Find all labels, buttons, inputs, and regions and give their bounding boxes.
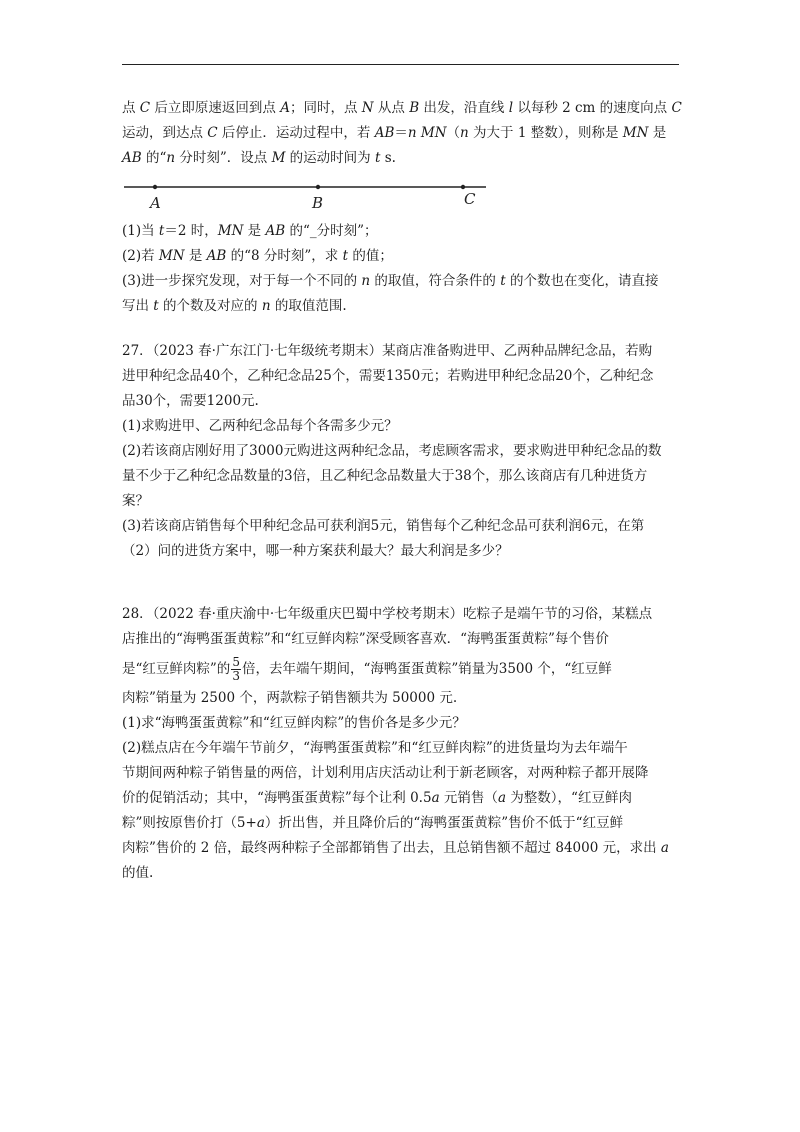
point-c-dot <box>461 185 465 189</box>
p27-q2-line2: 量不少于乙种纪念品数量的3倍，且乙种纪念品数量大于38个，那么该商店有几种进货方 <box>122 468 648 484</box>
p28-q2-line4: 粽”则按原售价打（5+a）折出售，并且降价后的“海鸭蛋蛋黄粽”售价不低于“红豆鲜 <box>122 815 624 831</box>
page-content <box>122 96 687 886</box>
p28-q2-line5: 肉粽”售价的 2 倍，最终两种粽子全部都销售了出去，且总销售额不超过 84000 元，求出 a <box>122 840 669 856</box>
p28-q2-line2: 节期间两种粽子销售量的两倍，计划利用店庆活动让利于新老顾客，对两种粽子都开展降 <box>122 765 649 781</box>
point-a-label: A <box>150 194 161 212</box>
p26-q2: (2)若 MN 是 AB 的“8 分时刻”，求 t 的值； <box>122 248 393 264</box>
p26-q3-line1: (3)进一步探究发现，对于每一个不同的 n 的取值，符合条件的 t 的个数也在变化，请直接 <box>122 273 659 289</box>
p28-q1: (1)求“海鸭蛋蛋黄粽”和“红豆鲜肉粽”的售价各是多少元？ <box>122 715 466 731</box>
p27-line1: 27．（2023 春·广东江门·七年级统考期末）某商店准备购进甲、乙两种品牌纪念品，若购 <box>122 343 653 359</box>
p26-line1: 点 C 后立即原速返回到点 A；同时，点 N 从点 B 出发，沿直线 l 以每秒 2 cm 的速度向点 C <box>122 100 682 116</box>
p28-q2-line3: 价的促销活动；其中，“海鸭蛋蛋黄粽”每个让利 0.5a 元销售（a 为整数），“红豆鲜肉 <box>122 790 632 806</box>
number-line-figure <box>122 181 687 215</box>
p26-q1: (1)当 t＝2 时，MN 是 AB 的“_分时刻”； <box>122 223 378 239</box>
p26-line2: 运动，到达点 C 后停止．运动过程中，若 AB＝n MN（n 为大于 1 整数），则称是 MN 是 <box>122 125 667 141</box>
point-a-dot <box>153 185 157 189</box>
header-rule <box>122 64 679 65</box>
p27-q1: (1)求购进甲、乙两种纪念品每个各需多少元？ <box>122 418 398 434</box>
p27-line3: 品30个，需要1200元. <box>122 393 259 409</box>
p27-q3-line1: (3)若该商店销售每个甲种纪念品可获利润5元，销售每个乙种纪念品可获利润6元，在第 <box>122 518 645 534</box>
p27-q2-line1: (2)若该商店刚好用了3000元购进这两种纪念品，考虑顾客需求，要求购进甲种纪念品的数 <box>122 443 662 459</box>
p27-q2-line3: 案？ <box>122 493 149 509</box>
p28-line4: 肉粽”销量为 2500 个，两款粽子销售额共为 50000 元. <box>122 690 458 706</box>
p26-line3: AB 的“n 分时刻”．设点 M 的运动时间为 t s. <box>122 150 396 166</box>
p27-q3-line2: （2）问的进货方案中，哪一种方案获利最大？最大利润是多少？ <box>122 543 509 559</box>
p28-line3: 是“红豆鲜肉粽”的 $\frac{5}{3}$ 倍，去年端午期间，“海鸭蛋蛋黄粽”销量为3500 个，“红豆鲜 <box>122 655 612 683</box>
fraction-five-thirds: $\frac{5}{3}$ <box>232 655 240 683</box>
point-c-label: C <box>464 190 476 208</box>
p28-q2-line6: 的值. <box>122 865 154 881</box>
p26-q3-line2: 写出 t 的个数及对应的 n 的取值范围. <box>122 298 347 314</box>
point-b-label: B <box>312 194 324 212</box>
point-b-dot <box>316 185 320 189</box>
number-line-svg <box>122 181 502 215</box>
p27-line2: 进甲种纪念品40个，乙种纪念品25个，需要1350元；若购进甲种纪念品20个，乙种纪念 <box>122 368 654 384</box>
p28-q2-line1: (2)糕点店在今年端午节前夕，“海鸭蛋蛋黄粽”和“红豆鲜肉粽”的进货量均为去年端午 <box>122 740 628 756</box>
p28-line1: 28．（2022 春·重庆渝中·七年级重庆巴蜀中学校考期末）吃粽子是端午节的习俗，某糕点 <box>122 606 653 622</box>
p28-line2: 店推出的“海鸭蛋蛋黄粽”和“红豆鲜肉粽”深受顾客喜欢．“海鸭蛋蛋黄粽”每个售价 <box>122 631 609 647</box>
